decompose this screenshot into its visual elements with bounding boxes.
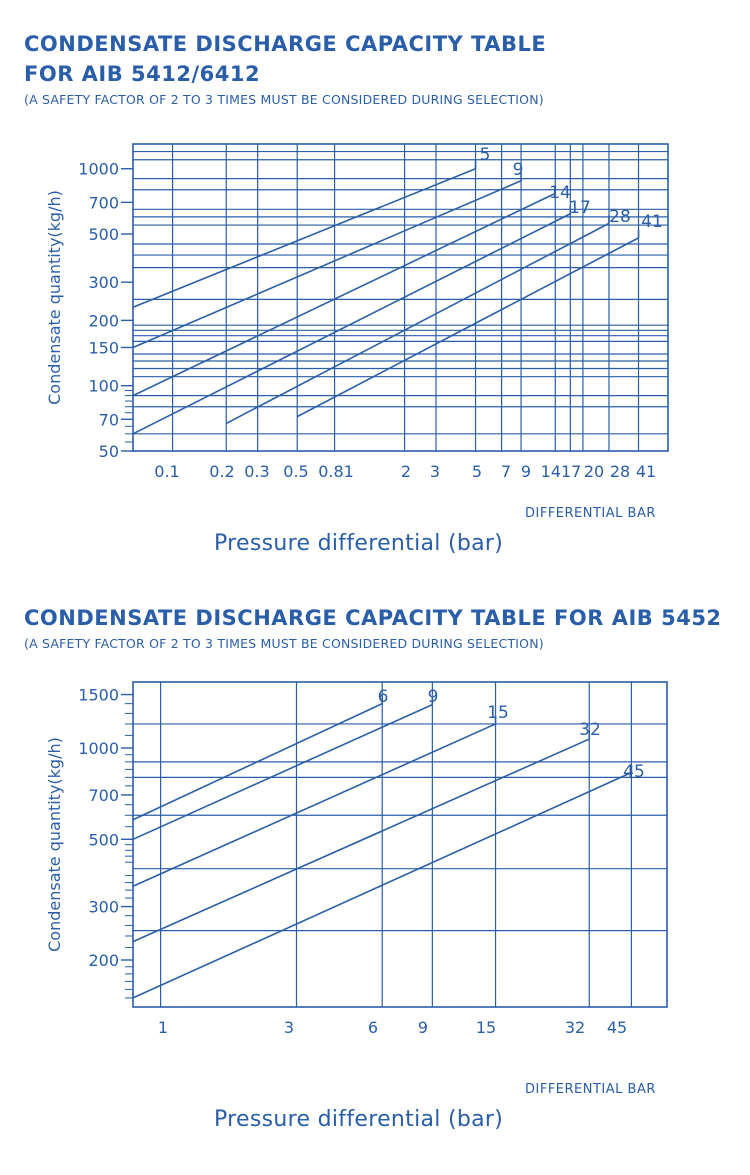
series-label-17: 17: [569, 198, 591, 218]
y-tick-label: 300: [88, 273, 119, 293]
series-label-5: 5: [479, 145, 491, 165]
series-label-41: 41: [641, 212, 663, 232]
x-tick-label: 9: [417, 1018, 429, 1037]
series-label-28: 28: [609, 207, 631, 227]
series-label-6: 6: [377, 687, 389, 707]
y-axis-title: Condensate quantity(kg/h): [45, 190, 64, 405]
y-tick-label: 200: [88, 311, 119, 331]
y-tick-label: 50: [98, 442, 119, 461]
y-tick-label: 500: [88, 830, 119, 850]
x-tick-label: 1417: [540, 462, 582, 481]
chart1-title: CONDENSATE DISCHARGE CAPACITY TABLE: [24, 32, 547, 56]
x-tick-label: 15: [475, 1018, 497, 1037]
series-label-15: 15: [487, 703, 509, 723]
y-tick-label: 1000: [78, 738, 119, 758]
series-label-9: 9: [427, 687, 439, 707]
y-tick-label: 500: [88, 225, 119, 245]
x-tick-label: 3: [429, 462, 441, 481]
series-line-14: [133, 193, 555, 395]
series-label-9: 9: [512, 160, 524, 180]
x-tick-label: 7: [500, 462, 512, 481]
x-tick-label: 5: [471, 462, 483, 481]
x-tick-label: 0.3: [244, 462, 270, 481]
y-tick-label: 700: [88, 193, 119, 213]
chart2-unit-label: DIFFERENTIAL BAR: [525, 1082, 656, 1097]
chart1-container: [0, 120, 750, 500]
chart1-title-line2: FOR AIB 5412/6412: [24, 62, 261, 86]
x-tick-label: 3: [283, 1018, 295, 1037]
chart2-container: [0, 660, 750, 1060]
x-tick-label: 1: [157, 1018, 169, 1037]
x-tick-label: 20: [583, 462, 605, 481]
chart1-subtitle: (A SAFETY FACTOR OF 2 TO 3 TIMES MUST BE CONSIDERED DURING SELECTION): [24, 92, 544, 107]
y-tick-label: 200: [88, 951, 119, 971]
y-tick-label: 700: [88, 785, 119, 805]
chart2-x-axis-label: Pressure differential (bar): [214, 1107, 504, 1132]
x-tick-label: 32: [564, 1018, 586, 1037]
chart2-subtitle: (A SAFETY FACTOR OF 2 TO 3 TIMES MUST BE CONSIDERED DURING SELECTION): [24, 636, 544, 651]
chart2-title: CONDENSATE DISCHARGE CAPACITY TABLE FOR AIB 5452: [24, 606, 722, 630]
x-tick-label: 0.2: [209, 462, 235, 481]
y-tick-label: 1500: [78, 685, 119, 705]
x-tick-label: 45: [606, 1018, 628, 1037]
x-tick-label: 28: [609, 462, 631, 481]
series-label-32: 32: [579, 720, 601, 740]
chart1-svg: [0, 120, 750, 500]
y-tick-label: 300: [88, 897, 119, 917]
x-tick-label: 0.1: [154, 462, 180, 481]
series-label-45: 45: [623, 762, 645, 782]
x-tick-label: 0.81: [318, 462, 354, 481]
series-line-32: [133, 739, 589, 942]
chart1-unit-label: DIFFERENTIAL BAR: [525, 506, 656, 521]
y-tick-label: 1000: [78, 159, 119, 179]
series-label-14: 14: [549, 183, 571, 203]
x-tick-label: 41: [635, 462, 657, 481]
x-tick-label: 0.5: [283, 462, 309, 481]
y-axis-title: Condensate quantity(kg/h): [45, 737, 64, 952]
y-tick-label: 70: [98, 410, 119, 430]
x-tick-label: 2: [400, 462, 412, 481]
y-tick-label: 150: [88, 338, 119, 358]
x-tick-label: 6: [367, 1018, 379, 1037]
series-line-17: [133, 214, 570, 434]
series-line-9: [133, 181, 521, 348]
y-tick-label: 100: [88, 376, 119, 396]
chart2-svg: [0, 660, 750, 1060]
x-tick-label: 9: [520, 462, 532, 481]
chart1-x-axis-label: Pressure differential (bar): [214, 531, 504, 556]
